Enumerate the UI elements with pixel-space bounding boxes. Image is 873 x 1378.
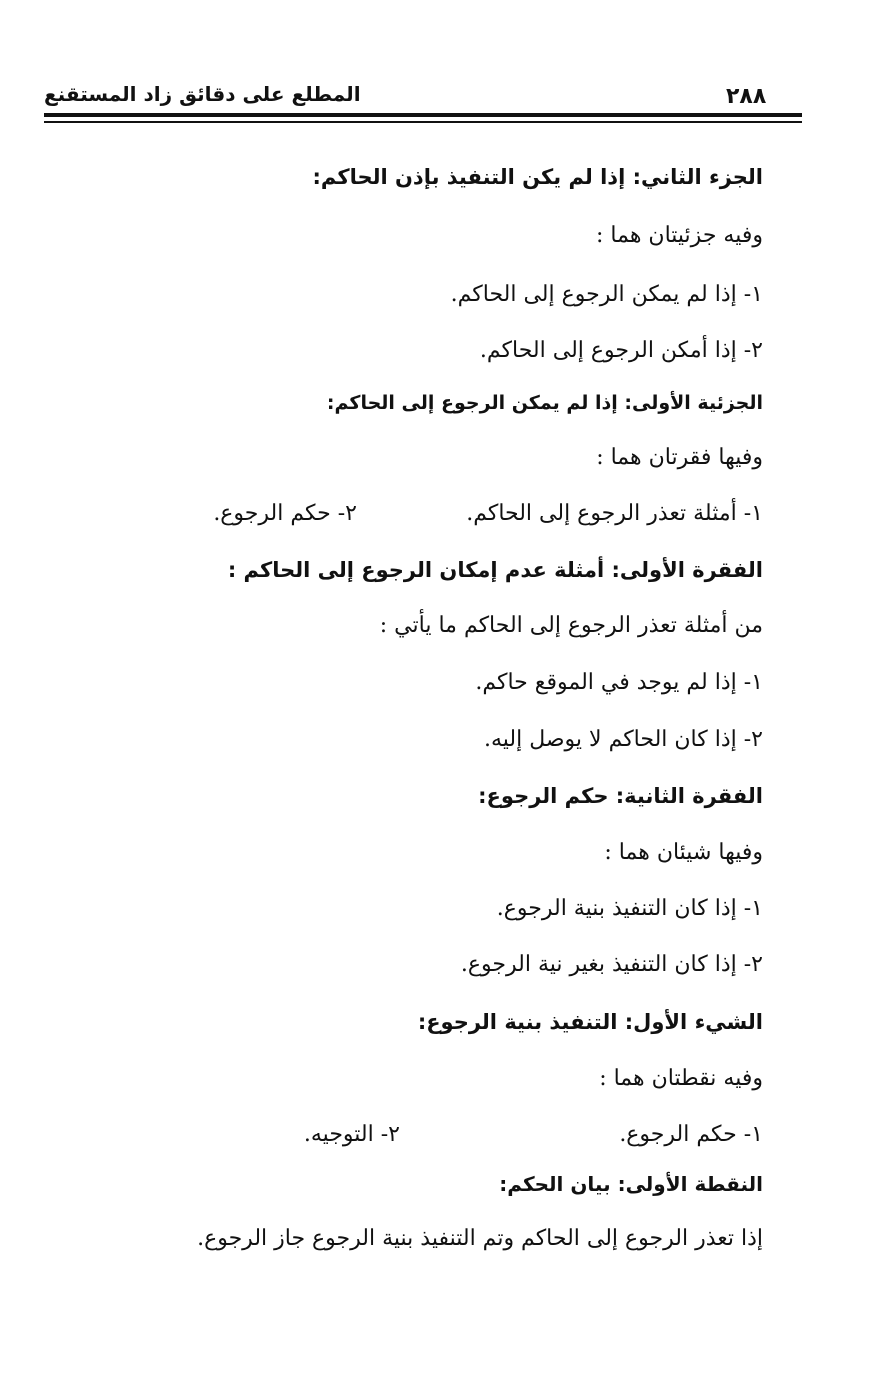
heading-part2: الجزء الثاني: إذا لم يكن التنفيذ بإذن الحاكم: (312, 165, 763, 189)
book-title: المطلع على دقائق زاد المستقنع (44, 82, 361, 106)
text-line: وفيها شيئان هما : (604, 840, 763, 865)
text-line: وفيه جزئيتان هما : (596, 223, 763, 248)
heading-point1: النقطة الأولى: بيان الحكم: (499, 1172, 763, 1196)
list-item: ٢- حكم الرجوع. (213, 501, 357, 526)
heading-subpart1: الجزئية الأولى: إذا لم يمكن الرجوع إلى الحاكم: (326, 392, 763, 414)
heading-thing1: الشيء الأول: التنفيذ بنية الرجوع: (417, 1010, 763, 1034)
list-item: ٢- إذا كان التنفيذ بغير نية الرجوع. (460, 952, 763, 977)
running-header (0, 0, 873, 130)
list-item: ١- إذا لم يمكن الرجوع إلى الحاكم. (450, 282, 763, 307)
list-item: ١- إذا لم يوجد في الموقع حاكم. (475, 670, 763, 695)
heading-paragraph1: الفقرة الأولى: أمثلة عدم إمكان الرجوع إلى الحاكم : (227, 558, 763, 582)
text-line: من أمثلة تعذر الرجوع إلى الحاكم ما يأتي : (379, 613, 763, 638)
text-line: إذا تعذر الرجوع إلى الحاكم وتم التنفيذ بنية الرجوع جاز الرجوع. (197, 1226, 763, 1251)
list-item: ٢- إذا أمكن الرجوع إلى الحاكم. (479, 338, 763, 363)
list-item: ٢- إذا كان الحاكم لا يوصل إليه. (483, 727, 763, 752)
text-line: وفيه نقطتان هما : (599, 1066, 763, 1091)
header-rule-thin (44, 121, 802, 123)
list-item: ١- حكم الرجوع. (619, 1122, 763, 1147)
heading-paragraph2: الفقرة الثانية: حكم الرجوع: (478, 784, 763, 808)
list-item: ١- إذا كان التنفيذ بنية الرجوع. (496, 896, 763, 921)
text-line: وفيها فقرتان هما : (596, 445, 763, 470)
list-item: ١- أمثلة تعذر الرجوع إلى الحاكم. (466, 501, 763, 526)
header-rule-thick (44, 113, 802, 117)
page-number: ٢٨٨ (726, 84, 767, 109)
list-item: ٢- التوجيه. (303, 1122, 400, 1147)
